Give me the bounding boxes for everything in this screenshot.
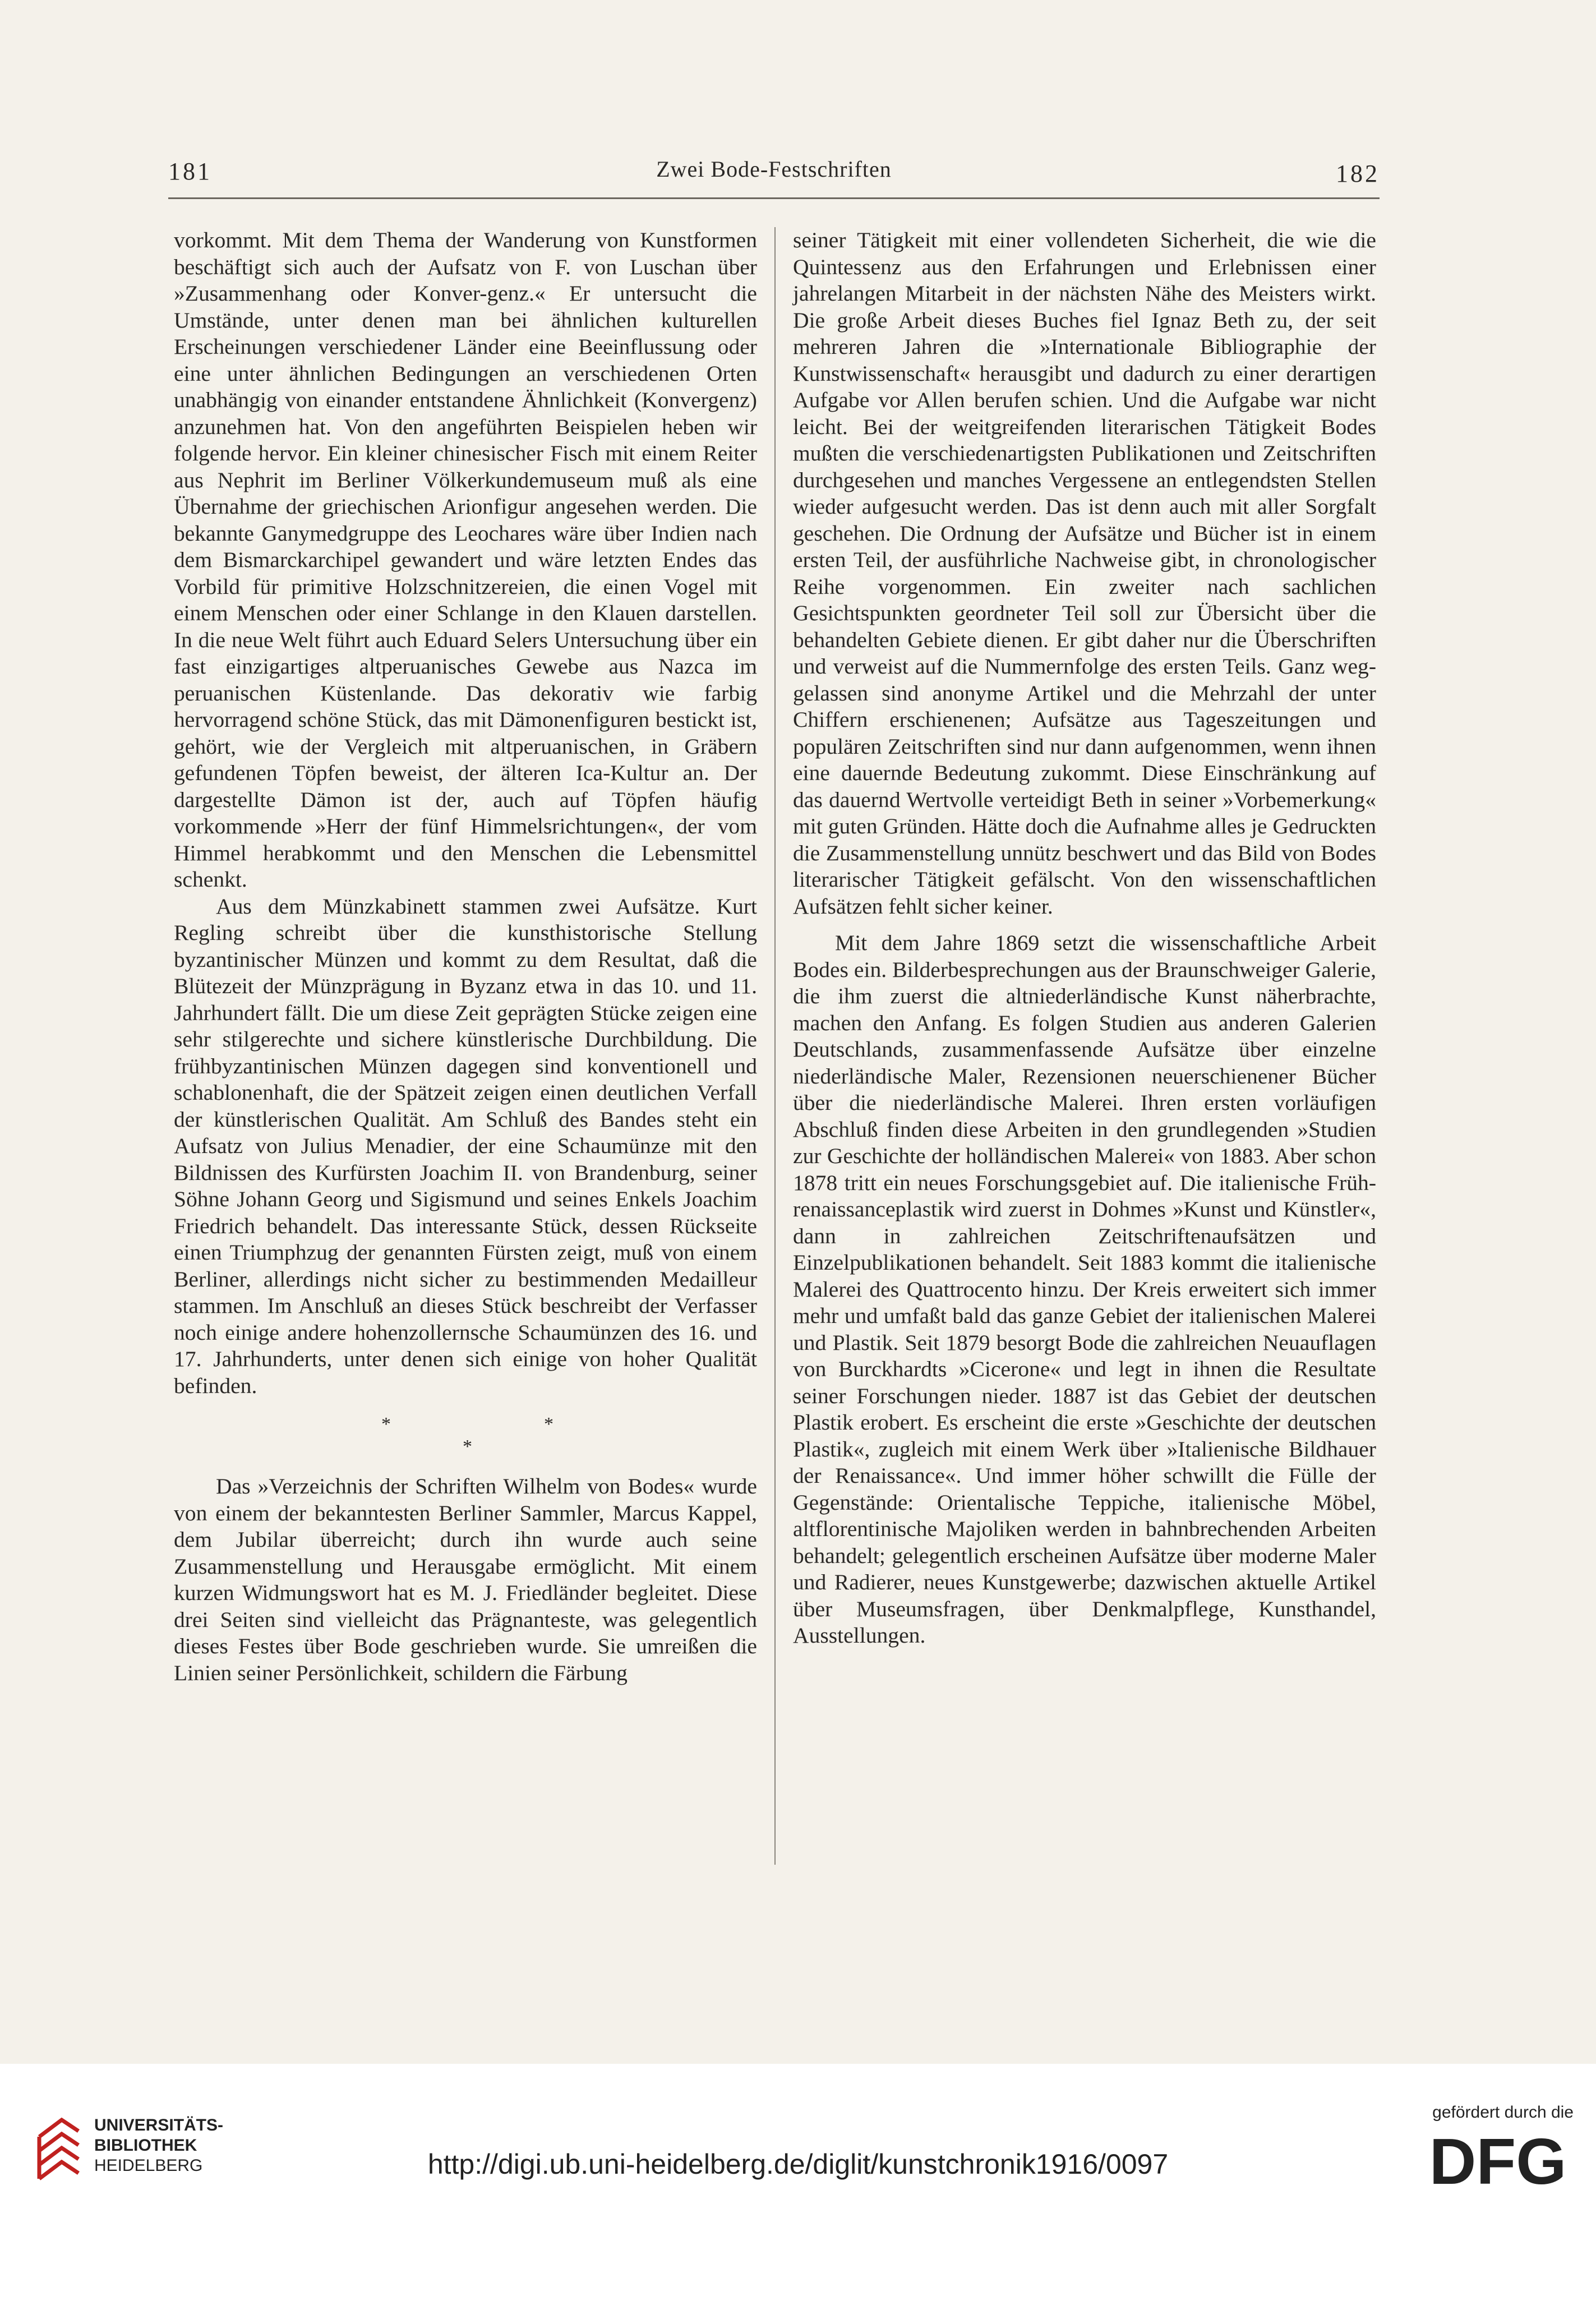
library-name-line: UNIVERSITÄTS- xyxy=(94,2116,224,2134)
asterism-star: * xyxy=(463,1436,472,1457)
source-url-link[interactable]: http://digi.ub.uni-heidelberg.de/diglit/kunstchronik1916/0097 xyxy=(427,2148,1169,2180)
running-title: Zwei Bode-Festschriften xyxy=(656,156,892,182)
left-column xyxy=(174,227,757,1686)
left-paragraph-1: vorkommt. Mit dem Thema der Wanderung von Kunstformen beschäftigt sich auch der Aufsatz von F. von Luschan über »Zusammenhang oder Konver-genz.« Er untersucht die Umstände, unter denen man bei ähnlichen kulturellen Erscheinungen verschiedener Länder eine Beeinflussung oder eine unter ähnlichen Bedingungen an verschiedenen Orten unabhängig von einander entstandene Ähnlichkeit (Konvergenz) anzunehmen hat. Von den angeführten Beispielen heben wir folgende hervor. Ein kleiner chinesischer Fisch mit einem Reiter aus Nephrit im Berliner Völkerkundemuseum muß als eine Übernahme der griechischen Arionfigur angesehen werden. Die bekannte Ganymedgruppe des Leochares wäre über Indien nach dem Bismarckarchipel gewandert und wäre letzten Endes das Vorbild für primitive Holzschnitzereien, die einen Vogel mit einem Menschen oder einer Schlange in den Klauen darstellen. In die neue Welt führt auch Eduard Selers Untersuchung über ein fast einzigartiges altperuanisches Gewebe aus Nazca im peruanischen Küstenlande. Das dekorativ wie farbig hervorragend schöne Stück, das mit Dämonenfiguren bestickt ist, gehört, wie der Vergleich mit altperuanischen, in Gräbern gefundenen Töpfen beweist, der älteren Ica-Kultur an. Der dargestellte Dämon ist der, auch auf Töpfen häufig vorkommende »Herr der fünf Himmelsrichtungen«, der vom Himmel herabkommt und den Menschen die Lebensmittel schenkt. xyxy=(174,228,757,892)
asterism-star: * xyxy=(381,1414,391,1435)
running-header xyxy=(168,151,1380,196)
left-paragraph-2: Aus dem Münzkabinett stammen zwei Aufsätze. Kurt Regling schreibt über die kunsthistorische Stellung byzantinischer Münzen und kommt zu dem Resultat, daß die Blütezeit der Münzprägung in Byzanz etwa in das 10. und 11. Jahrhundert fällt. Die um diese Zeit geprägten Stücke zeigen eine sehr stilgerechte und sichere künstlerische Durchbildung. Die frühbyzantinischen Münzen dagegen sind konventionell und schablonenhaft, die der Spätzeit zeigen einen deutlichen Verfall der künstlerischen Qualität. Am Schluß des Bandes steht ein Aufsatz von Julius Menadier, der eine Schaumünze mit den Bildnissen des Kurfürsten Joachim II. von Brandenburg, seiner Söhne Johann Georg und Sigismund und seines Enkels Joachim Friedrich behandelt. Das interessante Stück, dessen Rückseite einen Triumphzug der genannten Fürsten zeigt, muß von einem Berliner, allerdings nicht sicher zu bestimmenden Medailleur stammen. Im Anschluß an dieses Stück beschreibt der Verfasser noch einige andere hohenzollernsche Schaumünzen des 16. und 17. Jahrhunderts, unter denen sich einige von hoher Qualität befinden. xyxy=(174,893,757,1398)
asterism xyxy=(174,1414,757,1459)
page-number-right: 182 xyxy=(1336,160,1380,187)
funded-by-label: gefördert durch die xyxy=(1432,2103,1574,2122)
left-paragraph-3: Das »Verzeichnis der Schriften Wilhelm von Bodes« wurde von einem der bekanntesten Berliner Sammler, Marcus Kappel, dem Jubilar überreicht; durch ihn wurde auch seine Zusammenstellung und Herausgabe ermöglicht. Mit einem kurzen Widmungswort hat es M. J. Friedländer begleitet. Diese drei Seiten sind vielleicht das Prägnanteste, was gelegentlich dieses Festes über Bode geschrieben wurde. Sie umreißen die Linien seiner Persönlichkeit, schildern die Färbung xyxy=(174,1474,757,1685)
library-name-line: BIBLIOTHEK xyxy=(94,2136,197,2155)
dfg-logo-icon xyxy=(1422,2130,1574,2192)
page-number-left: 181 xyxy=(168,158,212,185)
header-rule xyxy=(168,197,1380,199)
right-paragraph-1: seiner Tätigkeit mit einer vollendeten Sicherheit, die wie die Quintessenz aus den Erfahrungen und Erlebnissen einer jahrelangen Mitarbeit in der nächsten Nähe des Meisters wirkt. Die große Arbeit dieses Buches fiel Ignaz Beth zu, der seit mehreren Jahren die »Internationale Bibliographie der Kunstwissenschaft« herausgibt und dadurch zu einer derartigen Aufgabe vor Allen berufen schien. Und die Aufgabe war nicht leicht. Bei der weitgreifenden literarischen Tätigkeit Bodes mußten die verschiedenartigsten Publikationen und Zeitschriften durchgesehen und manches Vergessene an entlegendsten Stellen wieder aufgesucht werden. Das ist denn auch mit aller Sorgfalt geschehen. Die Ordnung der Aufsätze und Bücher ist in einem ersten Teil, der ausführliche Nachweise gibt, in chronologischer Reihe vorgenommen. Ein zweiter nach sachlichen Gesichtspunkten geordneter Teil soll zur Übersicht über die behandelten Gebiete dienen. Er gibt daher nur die Überschriften und verweist auf die Nummernfolge des ersten Teils. Ganz weggelassen sind anonyme Artikel und die Mehrzahl der unter Chiffern erschienenen; Aufsätze aus Tageszeitungen und populären Zeitschriften sind nur dann aufgenommen, wenn ihnen eine dauernde Bedeutung zukommt. Diese Einschränkung auf das dauernd Wertvolle verteidigt Beth in seiner »Vorbemerkung« mit guten Gründen. Hätte doch die Aufnahme alles je Gedruckten die Zusammenstellung unnütz beschwert und das Bild von Bodes literarischer Tätigkeit gefälscht. Von den wissenschaftlichen Aufsätzen fehlt sicher keiner. xyxy=(793,228,1376,919)
dfg-logo-text: DFG xyxy=(1429,2130,1567,2192)
right-paragraph-2: Mit dem Jahre 1869 setzt die wissenschaftliche Arbeit Bodes ein. Bilderbesprechungen aus der Braunschweiger Galerie, die ihm zuerst die altniederländische Kunst näherbrachte, machen den Anfang. Es folgen Studien aus anderen Galerien Deutschlands, zusammenfassende Aufsätze über einzelne niederländische Maler, Rezensionen neuerschienener Bücher über die niederländische Malerei. Ihren ersten vorläufigen Abschluß finden diese Arbeiten in den grundlegenden »Studien zur Geschichte der holländischen Malerei« von 1883. Aber schon 1878 tritt ein neues Forschungsgebiet auf. Die italienische Frührenaissanceplastik wird zuerst in Dohmes »Kunst und Künstler«, dann in zahlreichen Zeitschriftenaufsätzen und Einzelpublikationen behandelt. Seit 1883 kommt die italienische Malerei des Quattrocento hinzu. Der Kreis erweitert sich immer mehr und umfaßt bald das ganze Gebiet der italienischen Malerei und Plastik. Seit 1879 besorgt Bode die zahlreichen Neuauflagen von Burckhardts »Cicerone« und legt in ihnen die Resultate seiner Forschungen nieder. 1887 ist das Gebiet der deutschen Plastik erobert. Es erscheint die erste »Geschichte der deutschen Plastik«, zugleich mit einem Werk über »Italienische Bildhauer der Renaissance«. Und immer höher schwillt die Fülle der Gegenstände: Orientalische Teppiche, italienische Möbel, altflorentinische Majoliken werden in bahnbrechenden Arbeiten behandelt; gelegentlich erscheinen Aufsätze über moderne Maler und Radierer, neues Kunstgewerbe; dazwischen aktuelle Artikel über Museumsfragen, über Denkmalpflege, Kunsthandel, Ausstellungen. xyxy=(793,930,1376,1648)
column-divider xyxy=(774,227,776,1865)
digitization-footer xyxy=(0,2064,1596,2310)
asterism-star: * xyxy=(544,1414,553,1435)
right-column xyxy=(793,227,1376,1649)
library-name-line: HEIDELBERG xyxy=(94,2156,203,2175)
